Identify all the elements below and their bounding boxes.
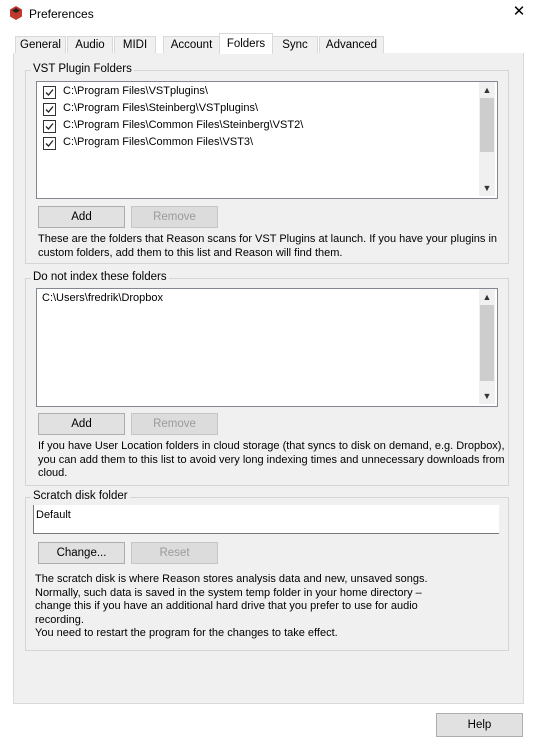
title-bar (0, 0, 535, 28)
checkbox[interactable] (43, 103, 56, 116)
checkbox[interactable] (43, 86, 56, 99)
noindex-list-scrollbar[interactable] (479, 289, 495, 404)
tab-label: Sync (282, 39, 308, 51)
tab-advanced[interactable] (319, 36, 384, 53)
button-label: Add (71, 418, 92, 430)
tab-label: Advanced (325, 39, 378, 51)
folder-path: C:\Program Files\VSTplugins\ (63, 85, 208, 97)
button-label: Help (467, 719, 492, 731)
folder-path: C:\Program Files\Common Files\Steinberg\VST2\ (63, 119, 304, 131)
noindex-folder-list[interactable] (36, 288, 498, 407)
vst-list-scrollbar[interactable] (479, 82, 495, 196)
scroll-up-icon[interactable]: ▲ (482, 292, 492, 302)
scrollbar-thumb[interactable] (480, 305, 494, 381)
noindex-remove-button[interactable] (131, 413, 218, 435)
scratch-group-label: Scratch disk folder (33, 490, 128, 502)
scrollbar-thumb[interactable] (480, 98, 494, 152)
folder-path: C:\Program Files\Steinberg\VSTplugins\ (63, 102, 259, 114)
checkbox[interactable] (43, 120, 56, 133)
scratch-reset-button[interactable] (131, 542, 218, 564)
vst-add-button[interactable] (38, 206, 125, 228)
description-line: You need to restart the program for the changes to take effect. (35, 627, 338, 639)
description-line: change this if you have an additional hard drive that you prefer to use for audio (35, 600, 418, 612)
noindex-add-button[interactable] (38, 413, 125, 435)
tab-label: Folders (226, 38, 266, 50)
noindex-group-label: Do not index these folders (33, 271, 167, 283)
description-line: The scratch disk is where Reason stores analysis data and new, unsaved songs. (35, 573, 428, 585)
tab-audio[interactable] (67, 36, 113, 53)
tab-general[interactable] (15, 36, 66, 53)
checkmark-icon (44, 104, 55, 115)
scratch-description (35, 573, 505, 641)
vst-description: These are the folders that Reason scans for VST Plugins at launch. If you have your plugins in custom folders, add them to this list and Reason will find them. (38, 233, 498, 259)
description-line: Normally, such data is saved in the system temp folder in your home directory – (35, 586, 422, 599)
vst-folder-list[interactable] (36, 81, 498, 199)
button-label: Reset (159, 547, 190, 559)
scratch-disk-value: Default (36, 509, 71, 521)
tab-label: MIDI (122, 39, 148, 51)
button-label: Remove (153, 418, 196, 430)
help-button[interactable] (436, 713, 523, 737)
button-label: Change... (56, 547, 107, 559)
checkmark-icon (44, 121, 55, 132)
tab-folders[interactable] (219, 33, 273, 54)
button-label: Remove (153, 211, 196, 223)
list-item[interactable] (42, 292, 163, 308)
checkmark-icon (44, 138, 55, 149)
tab-account[interactable] (163, 36, 220, 53)
vst-remove-button[interactable] (131, 206, 218, 228)
reason-app-icon (9, 6, 23, 20)
close-icon[interactable]: ✕ (512, 3, 526, 20)
noindex-description: If you have User Location folders in cloud storage (that syncs to disk on demand, e.g. Dropbox), you can add them to this list to avoid very long indexing times and unnecessary downloads from cloud. (38, 440, 505, 479)
field-border (33, 505, 34, 533)
scroll-down-icon[interactable]: ▼ (482, 183, 492, 193)
tab-label: Audio (75, 39, 105, 51)
checkmark-icon (44, 87, 55, 98)
description-line: recording. (35, 613, 84, 626)
tab-label: Account (170, 39, 213, 51)
scroll-down-icon[interactable]: ▼ (482, 391, 492, 401)
window-title: Preferences (29, 7, 94, 21)
scroll-up-icon[interactable]: ▲ (482, 85, 492, 95)
checkbox[interactable] (43, 137, 56, 150)
folder-path: C:\Program Files\Common Files\VST3\ (63, 136, 254, 148)
folder-path: C:\Users\fredrik\Dropbox (42, 292, 164, 304)
tab-label: General (20, 39, 61, 51)
scratch-change-button[interactable] (38, 542, 125, 564)
scratch-disk-field[interactable] (33, 505, 499, 534)
tab-sync[interactable] (272, 36, 318, 53)
button-label: Add (71, 211, 92, 223)
tab-midi[interactable] (114, 36, 156, 53)
vst-group-label: VST Plugin Folders (33, 63, 132, 75)
